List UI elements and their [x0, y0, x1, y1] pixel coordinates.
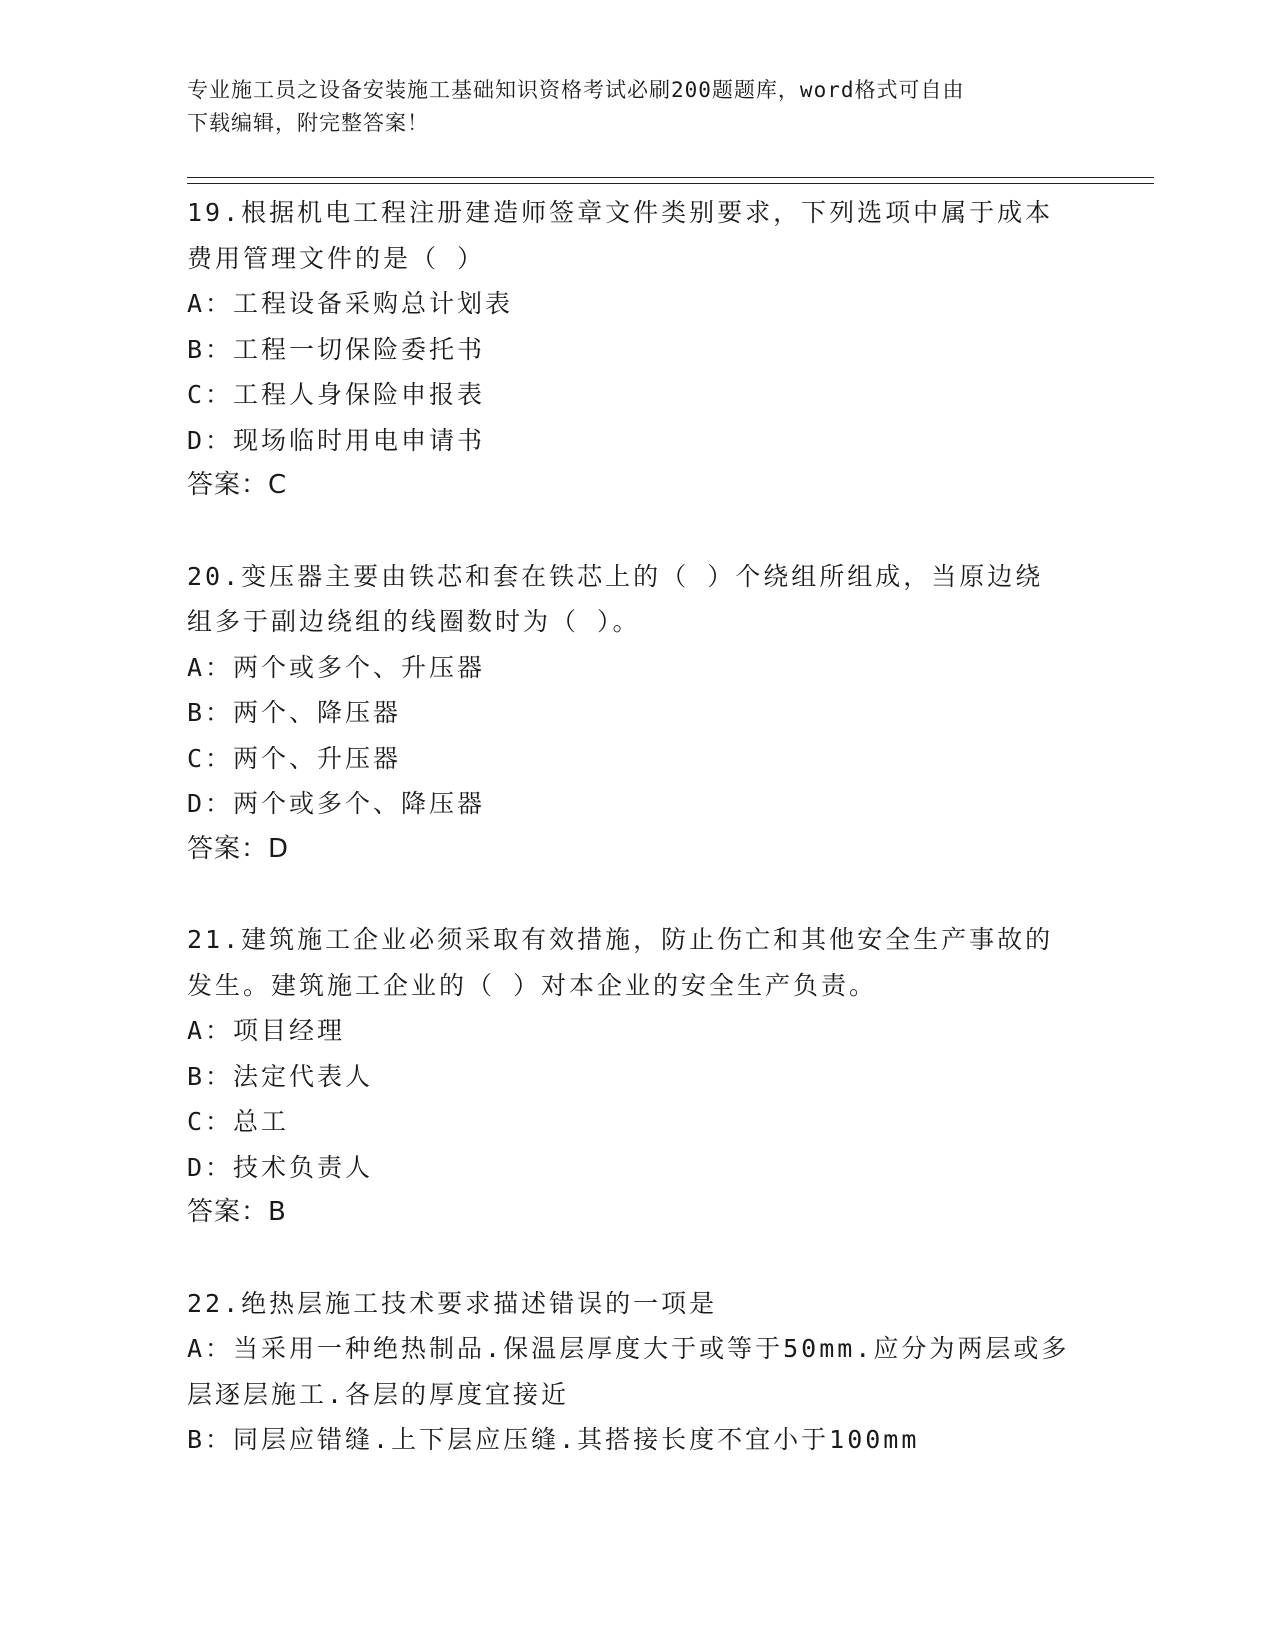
header-line-2: 下载编辑，附完整答案！ — [187, 111, 429, 135]
option-c: C：工程人身保险申报表 — [187, 380, 486, 409]
answer: 答案：B — [187, 1197, 287, 1227]
question-list — [187, 190, 1087, 1508]
option-a: A：项目经理 — [187, 1016, 346, 1045]
option-d: D：现场临时用电申请书 — [187, 425, 486, 455]
option-a: A：当采用一种绝热制品.保温层厚度大于或等于50mm.应分为两层或多 — [187, 1334, 1070, 1363]
question-22 — [187, 1281, 1087, 1463]
header-divider-top — [187, 177, 1154, 178]
question-19 — [187, 190, 1087, 509]
question-text-line: 发生。建筑施工企业的（ ）对本企业的安全生产负责。 — [187, 970, 878, 1000]
option-c: C：总工 — [187, 1107, 290, 1136]
question-text-line: 22.绝热层施工技术要求描述错误的一项是 — [187, 1288, 718, 1318]
option-a: A：两个或多个、升压器 — [187, 652, 486, 682]
question-text-line: 21.建筑施工企业必须采取有效措施，防止伤亡和其他安全生产事故的 — [187, 925, 1054, 954]
question-20 — [187, 554, 1087, 873]
header-line-1: 专业施工员之设备安装施工基础知识资格考试必刷200题题库，word格式可自由 — [187, 78, 965, 102]
option-b: B：两个、降压器 — [187, 698, 402, 727]
question-text-line: 组多于副边绕组的线圈数时为（ ）。 — [187, 607, 641, 636]
question-text-line: 20.变压器主要由铁芯和套在铁芯上的（ ）个绕组所组成，当原边绕 — [187, 561, 1044, 591]
header-divider-bottom — [187, 183, 1154, 184]
option-d: D：两个或多个、降压器 — [187, 789, 486, 818]
option-d: D：技术负责人 — [187, 1152, 374, 1182]
option-a: A：工程设备采购总计划表 — [187, 289, 514, 318]
option-c: C：两个、升压器 — [187, 743, 402, 773]
answer: 答案：C — [187, 470, 288, 500]
answer: 答案：D — [187, 833, 290, 864]
option-b: B：工程一切保险委托书 — [187, 334, 486, 364]
question-text-line: 19.根据机电工程注册建造师签章文件类别要求，下列选项中属于成本 — [187, 198, 1054, 227]
question-21 — [187, 917, 1087, 1236]
document-header — [187, 74, 1067, 140]
question-text-line: 费用管理文件的是（ ） — [187, 243, 486, 273]
option-b: B：同层应错缝.上下层应压缝.其搭接长度不宜小于100mm — [187, 1425, 920, 1454]
option-a-continued: 层逐层施工.各层的厚度宜接近 — [187, 1379, 570, 1409]
option-b: B：法定代表人 — [187, 1061, 374, 1091]
